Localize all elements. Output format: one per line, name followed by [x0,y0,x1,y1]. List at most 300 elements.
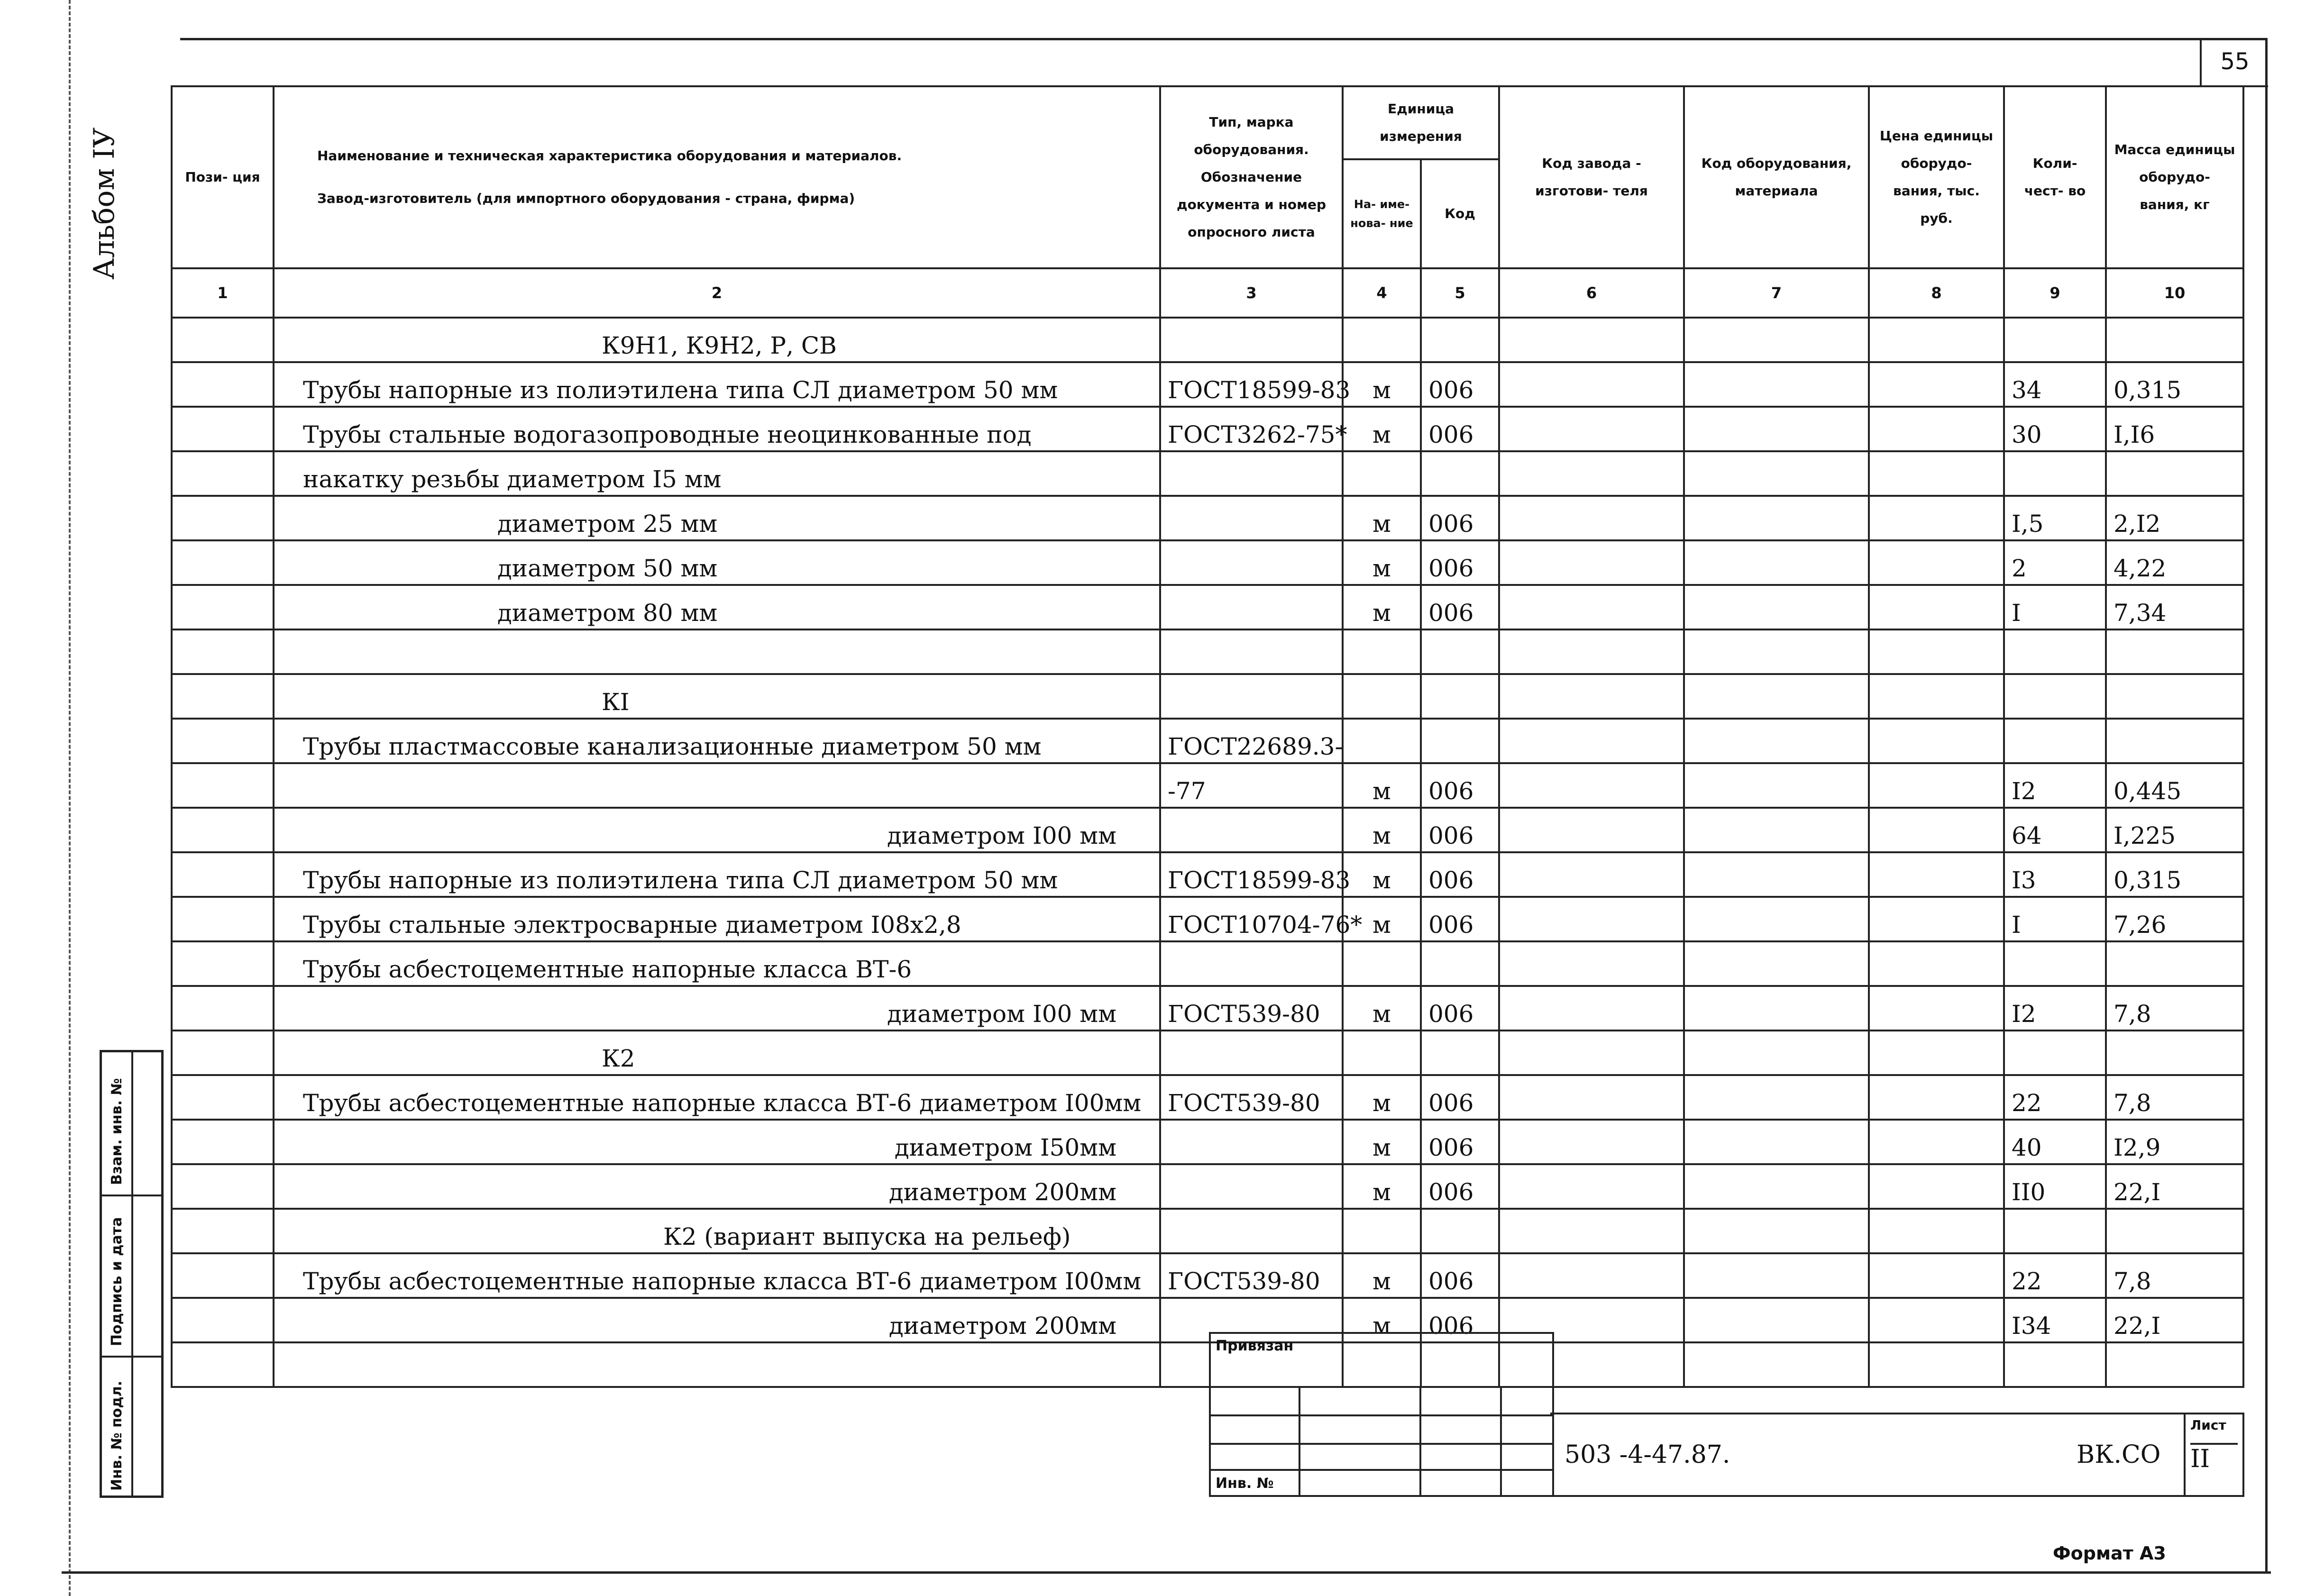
frame-top-line [180,38,2266,40]
column-number: 4 [1343,268,1421,318]
table-row [172,941,2243,986]
grid-line [1419,1386,1421,1495]
cell-mass [2106,1031,2243,1075]
cell-unit-name [1343,629,1421,674]
sheet-cell [2184,1414,2242,1495]
cell-position [172,362,274,407]
cell-equipment-code [1684,451,1869,496]
cell-unit-name [1343,719,1421,763]
column-number: 9 [2004,268,2106,318]
cell-factory-code [1499,1253,1684,1298]
cell-document: ГОСТ539-80 [1160,986,1343,1031]
grid-line [1500,1386,1502,1495]
cell-position [172,674,274,719]
cell-equipment-code [1684,585,1869,629]
cell-factory-code [1499,451,1684,496]
cell-document: ГОСТ18599-83 [1160,362,1343,407]
cell-name: диаметром I00 мм [274,986,1160,1031]
header-quantity: Коли- чест- во [2004,86,2106,268]
cell-name: Трубы асбестоцементные напорные класса ВТ-6 [274,941,1160,986]
table-row [172,763,2243,808]
cell-unit-code [1421,1031,1499,1075]
cell-quantity [2004,318,2106,362]
cell-mass: 4,22 [2106,540,2243,585]
table-row [172,674,2243,719]
cell-unit-name: м [1343,1298,1421,1342]
cell-price [1869,674,2004,719]
album-label: Альбом IУ [88,127,121,280]
cell-position [172,496,274,540]
header-unit: Единица измерения [1343,86,1499,159]
cell-quantity: I34 [2004,1298,2106,1342]
specification-body [172,318,2243,1387]
cell-document [1160,496,1343,540]
column-number: 5 [1421,268,1499,318]
cell-unit-code: 006 [1421,1253,1499,1298]
cell-unit-name: м [1343,540,1421,585]
column-number-row [172,268,2243,318]
cell-position [172,1164,274,1209]
cell-name: диаметром 80 мм [274,585,1160,629]
cell-quantity: 64 [2004,808,2106,852]
cell-unit-code: 006 [1421,852,1499,897]
cell-unit-name: м [1343,1120,1421,1164]
cell-unit-code [1421,674,1499,719]
cell-name [274,629,1160,674]
table-row [172,629,2243,674]
cell-mass: 7,26 [2106,897,2243,941]
cell-mass [2106,451,2243,496]
cell-name: Трубы напорные из полиэтилена типа СЛ диаметром 50 мм [274,362,1160,407]
table-row [172,986,2243,1031]
cell-equipment-code [1684,808,1869,852]
cell-factory-code [1499,1075,1684,1120]
cell-document: ГОСТ10704-76* [1160,897,1343,941]
cell-position [172,407,274,451]
cell-position [172,1209,274,1253]
cell-mass [2106,719,2243,763]
cell-position [172,763,274,808]
cell-factory-code [1499,496,1684,540]
cell-factory-code [1499,763,1684,808]
cell-name: К2 (вариант выпуска на рельеф) [274,1209,1160,1253]
cell-position [172,1120,274,1164]
header-equipment-code: Код оборудования, материала [1684,86,1869,268]
table-row [172,808,2243,852]
cell-document [1160,1120,1343,1164]
cell-mass: 0,315 [2106,852,2243,897]
cell-factory-code [1499,362,1684,407]
cell-quantity: 22 [2004,1253,2106,1298]
cell-position [172,1075,274,1120]
cell-unit-name [1343,1209,1421,1253]
cell-document [1160,1164,1343,1209]
cell-equipment-code [1684,1209,1869,1253]
cell-name: диаметром 200мм [274,1164,1160,1209]
cell-equipment-code [1684,629,1869,674]
cell-unit-name: м [1343,808,1421,852]
cell-factory-code [1499,674,1684,719]
approval-stamp [100,1050,164,1498]
cell-price [1869,763,2004,808]
cell-quantity: 40 [2004,1120,2106,1164]
cell-document: ГОСТ22689.3- [1160,719,1343,763]
cell-price [1869,585,2004,629]
cell-unit-name [1343,941,1421,986]
cell-equipment-code [1684,1253,1869,1298]
cell-document [1160,540,1343,585]
cell-document [1160,318,1343,362]
cell-document: ГОСТ539-80 [1160,1253,1343,1298]
title-block [1209,1332,2242,1493]
cell-factory-code [1499,808,1684,852]
cell-mass [2106,941,2243,986]
cell-price [1869,540,2004,585]
cell-name: накатку резьбы диаметром I5 мм [274,451,1160,496]
cell-unit-code: 006 [1421,407,1499,451]
cell-name: Трубы асбестоцементные напорные класса ВТ-6 диаметром I00мм [274,1253,1160,1298]
cell-document [1160,1031,1343,1075]
cell-name: Трубы стальные электросварные диаметром I08x2,8 [274,897,1160,941]
cell-factory-code [1499,941,1684,986]
cell-position [172,897,274,941]
cell-price [1869,986,2004,1031]
cell-price [1869,1164,2004,1209]
cell-document [1160,808,1343,852]
cell-unit-name: м [1343,852,1421,897]
sheet-label: Лист [2190,1417,2226,1433]
cell-unit-code: 006 [1421,808,1499,852]
cell-name [274,763,1160,808]
cell-unit-code [1421,719,1499,763]
cell-factory-code [1499,852,1684,897]
cell-quantity [2004,1209,2106,1253]
cell-factory-code [1499,629,1684,674]
cell-equipment-code [1684,763,1869,808]
inventory-label: Инв. № [1216,1475,1274,1492]
cell-name: КI [274,674,1160,719]
cell-equipment-code [1684,318,1869,362]
column-number: 2 [274,268,1160,318]
cell-position [172,852,274,897]
cell-factory-code [1499,1209,1684,1253]
cell-document: -77 [1160,763,1343,808]
stamp-label-replace: Взам. инв. № [109,1078,125,1185]
cell-mass [2106,318,2243,362]
cell-position [172,808,274,852]
cell-name: диаметром 50 мм [274,540,1160,585]
cell-unit-code: 006 [1421,763,1499,808]
cell-factory-code [1499,986,1684,1031]
cell-quantity: 2 [2004,540,2106,585]
cell-mass [2106,674,2243,719]
cell-unit-code: 006 [1421,1164,1499,1209]
cell-document [1160,629,1343,674]
document-code: ВК.СО [2077,1441,2161,1469]
cell-unit-code: 006 [1421,1298,1499,1342]
cell-price [1869,496,2004,540]
cell-mass [2106,629,2243,674]
cell-unit-code [1421,941,1499,986]
cell-unit-name: м [1343,897,1421,941]
cell-equipment-code [1684,674,1869,719]
cell-name: К2 [274,1031,1160,1075]
header-unit-name: На- име- нова- ние [1343,159,1421,268]
cell-quantity [2004,629,2106,674]
table-row [172,1209,2243,1253]
cell-mass: I,225 [2106,808,2243,852]
cell-price [1869,451,2004,496]
header-price: Цена единицы оборудо- вания, тыс. руб. [1869,86,2004,268]
cell-position [172,1342,274,1387]
cell-unit-code: 006 [1421,496,1499,540]
table-row [172,1031,2243,1075]
cell-equipment-code [1684,1120,1869,1164]
cell-equipment-code [1684,1164,1869,1209]
cell-price [1869,1120,2004,1164]
cell-unit-code: 006 [1421,540,1499,585]
cell-position [172,1253,274,1298]
cell-price [1869,629,2004,674]
cell-name: диаметром I50мм [274,1120,1160,1164]
cell-unit-name: м [1343,407,1421,451]
cell-name [274,1342,1160,1387]
cell-name: К9Н1, К9Н2, Р, СВ [274,318,1160,362]
cell-mass: I,I6 [2106,407,2243,451]
cell-quantity: 22 [2004,1075,2106,1120]
tied-label: Привязан [1216,1338,1294,1354]
cell-document [1160,1209,1343,1253]
cell-price [1869,362,2004,407]
header-position: Пози- ция [172,86,274,268]
column-number: 7 [1684,268,1869,318]
cell-unit-name: м [1343,986,1421,1031]
table-row [172,1253,2243,1298]
cell-price [1869,719,2004,763]
frame-bottom-line [62,1571,2271,1574]
cell-name: Трубы асбестоцементные напорные класса ВТ-6 диаметром I00мм [274,1075,1160,1120]
cell-document [1160,941,1343,986]
cell-factory-code [1499,897,1684,941]
cell-equipment-code [1684,407,1869,451]
cell-price [1869,1075,2004,1120]
cell-mass: 0,445 [2106,763,2243,808]
table-row [172,1120,2243,1164]
cell-position [172,941,274,986]
cell-mass: 7,8 [2106,1253,2243,1298]
cell-document [1160,451,1343,496]
cell-quantity [2004,1031,2106,1075]
cell-quantity [2004,451,2106,496]
cell-mass: 22,I [2106,1164,2243,1209]
cell-position [172,629,274,674]
cell-unit-code: 006 [1421,362,1499,407]
cell-factory-code [1499,407,1684,451]
column-number: 10 [2106,268,2243,318]
cell-unit-name: м [1343,763,1421,808]
sheet-number: II [2190,1443,2238,1473]
cell-position [172,719,274,763]
cell-mass [2106,1209,2243,1253]
cell-name: диаметром 200мм [274,1298,1160,1342]
stamp-label-inventory: Инв. № подл. [109,1380,125,1491]
format-label: Формат А3 [2053,1543,2166,1564]
cell-factory-code [1499,585,1684,629]
cell-unit-name [1343,674,1421,719]
cell-quantity: I,5 [2004,496,2106,540]
table-row [172,451,2243,496]
cell-document: ГОСТ18599-83 [1160,852,1343,897]
cell-unit-name: м [1343,1253,1421,1298]
title-block-main [1550,1413,2244,1497]
cell-unit-code: 006 [1421,897,1499,941]
column-number: 8 [1869,268,2004,318]
cell-price [1869,1253,2004,1298]
cell-unit-code: 006 [1421,986,1499,1031]
cell-position [172,318,274,362]
header-name-line1: Наименование и техническая характеристика оборудования и материалов. [317,148,902,164]
cell-equipment-code [1684,1031,1869,1075]
cell-document [1160,585,1343,629]
cell-price [1869,808,2004,852]
cell-quantity: I2 [2004,763,2106,808]
cell-unit-code: 006 [1421,1075,1499,1120]
cell-quantity: I [2004,585,2106,629]
cell-factory-code [1499,1031,1684,1075]
cell-quantity [2004,674,2106,719]
cell-price [1869,852,2004,897]
header-name-line2: Завод-изготовитель (для импортного оборудования - страна, фирма) [317,191,855,206]
header-row [172,86,2243,159]
cell-unit-code [1421,1209,1499,1253]
cell-unit-code: 006 [1421,585,1499,629]
cell-factory-code [1499,318,1684,362]
cell-equipment-code [1684,852,1869,897]
specification-table [171,85,2244,1388]
cell-document [1160,674,1343,719]
cell-equipment-code [1684,496,1869,540]
header-unit-code: Код [1421,159,1499,268]
title-block-grid [1209,1332,1554,1497]
project-code: 503 -4-47.87. [1565,1441,1730,1469]
cell-factory-code [1499,1164,1684,1209]
table-row [172,719,2243,763]
cell-factory-code [1499,1120,1684,1164]
cell-unit-name: м [1343,362,1421,407]
cell-name: диаметром I00 мм [274,808,1160,852]
cell-unit-name: м [1343,585,1421,629]
cell-unit-code [1421,451,1499,496]
cell-mass: 7,8 [2106,1075,2243,1120]
cell-price [1869,1209,2004,1253]
cell-price [1869,318,2004,362]
cell-unit-name: м [1343,496,1421,540]
cell-mass: 2,I2 [2106,496,2243,540]
cell-price [1869,1031,2004,1075]
table-row [172,897,2243,941]
cell-mass: 22,I [2106,1298,2243,1342]
cell-quantity: II0 [2004,1164,2106,1209]
grid-line [1299,1386,1300,1495]
cell-quantity: 34 [2004,362,2106,407]
cell-price [1869,407,2004,451]
cell-position [172,986,274,1031]
cell-equipment-code [1684,362,1869,407]
cell-equipment-code [1684,941,1869,986]
header-mass: Масса единицы оборудо- вания, кг [2106,86,2243,268]
table-row [172,496,2243,540]
cell-mass: I2,9 [2106,1120,2243,1164]
cell-name: диаметром 25 мм [274,496,1160,540]
cell-mass: 7,8 [2106,986,2243,1031]
cell-position [172,540,274,585]
cell-price [1869,941,2004,986]
stamp-label-signature: Подпись и дата [109,1217,125,1346]
table-row [172,1075,2243,1120]
cell-unit-name [1343,1031,1421,1075]
cell-quantity: I3 [2004,852,2106,897]
cell-equipment-code [1684,1075,1869,1120]
column-number: 1 [172,268,274,318]
table-row [172,318,2243,362]
table-row [172,1164,2243,1209]
cell-document: ГОСТ3262-75* [1160,407,1343,451]
cell-unit-code [1421,318,1499,362]
cell-document: ГОСТ539-80 [1160,1075,1343,1120]
cell-quantity: I [2004,897,2106,941]
header-type: Тип, марка оборудования. Обозначение документа и номер опросного листа [1160,86,1343,268]
cell-quantity: I2 [2004,986,2106,1031]
cell-position [172,1298,274,1342]
cell-factory-code [1499,719,1684,763]
cell-equipment-code [1684,540,1869,585]
cell-quantity [2004,941,2106,986]
cell-unit-code [1421,629,1499,674]
cell-mass: 0,315 [2106,362,2243,407]
cell-quantity [2004,719,2106,763]
frame-right-line [2265,38,2268,1571]
cell-unit-name: м [1343,1164,1421,1209]
cell-position [172,451,274,496]
cell-name: Трубы стальные водогазопроводные неоцинкованные под [274,407,1160,451]
cell-unit-code: 006 [1421,1120,1499,1164]
table-row [172,585,2243,629]
column-number: 3 [1160,268,1343,318]
cell-name: Трубы напорные из полиэтилена типа СЛ диаметром 50 мм [274,852,1160,897]
cell-equipment-code [1684,897,1869,941]
cell-position [172,585,274,629]
cell-name: Трубы пластмассовые канализационные диаметром 50 мм [274,719,1160,763]
cell-price [1869,897,2004,941]
frame-binding-line [69,0,71,1596]
cell-factory-code [1499,540,1684,585]
column-number: 6 [1499,268,1684,318]
cell-mass: 7,34 [2106,585,2243,629]
cell-quantity: 30 [2004,407,2106,451]
cell-equipment-code [1684,986,1869,1031]
table-row [172,407,2243,451]
cell-unit-name [1343,451,1421,496]
cell-equipment-code [1684,719,1869,763]
cell-unit-name [1343,318,1421,362]
cell-position [172,1031,274,1075]
page-number: 55 [2200,38,2268,87]
header-factory-code: Код завода - изготови- теля [1499,86,1684,268]
table-row [172,540,2243,585]
table-row [172,852,2243,897]
cell-unit-name: м [1343,1075,1421,1120]
header-name [274,86,1160,268]
